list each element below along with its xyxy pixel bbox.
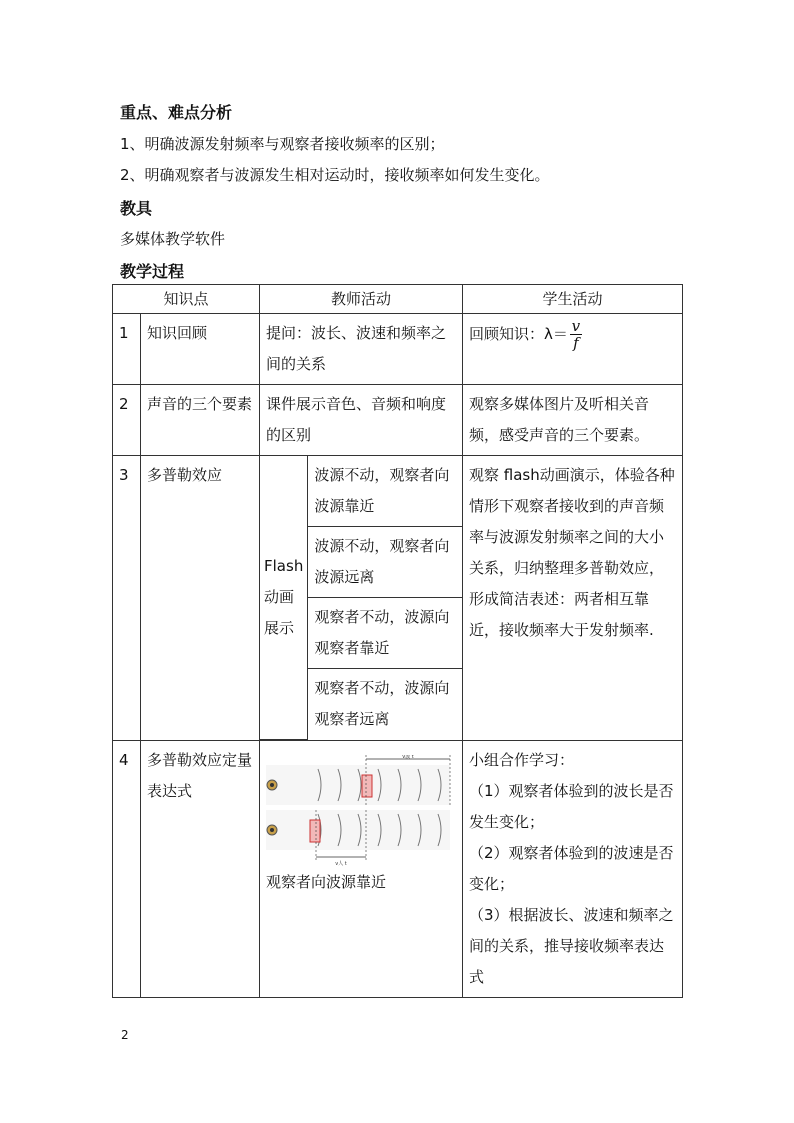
row-teacher-activity: 提问：波长、波速和频率之间的关系 bbox=[260, 314, 463, 385]
formula-prefix: 回顾知识：λ＝ bbox=[469, 325, 568, 343]
row-number: 3 bbox=[113, 456, 141, 741]
row-student-activity: 观察 flash动画演示，体验各种情形下观察者接收到的声音频率与波源发射频率之间的大小关系，归纳整理多普勒效应，形成简洁表述：两者相互靠近，接收频率大于发射频率. bbox=[463, 456, 683, 741]
fraction-denominator: f bbox=[573, 334, 579, 352]
page-number: 2 bbox=[121, 1028, 129, 1042]
row-student-activity bbox=[463, 740, 683, 997]
wave-strip-bottom bbox=[266, 810, 450, 867]
row-topic: 多普勒效应 bbox=[141, 456, 260, 741]
student-line: （1）观察者体验到的波长是否发生变化； bbox=[469, 781, 674, 831]
fraction-numerator: v bbox=[571, 317, 581, 335]
row-topic: 多普勒效应定量表达式 bbox=[141, 740, 260, 997]
flash-label: Flash动画展示 bbox=[260, 456, 308, 739]
formula-fraction bbox=[570, 318, 582, 351]
tools-text: 多媒体教学软件 bbox=[120, 230, 226, 248]
student-line: （2）观察者体验到的波速是否变化； bbox=[469, 843, 674, 893]
diagram-bottom-label: v人 t bbox=[335, 860, 347, 867]
header-student: 学生活动 bbox=[463, 285, 683, 314]
flash-case: 观察者不动，波源向观察者远离 bbox=[314, 679, 450, 728]
flash-case: 波源不动，观察者向波源远离 bbox=[308, 527, 462, 598]
diagram-top-label: v波 t bbox=[402, 754, 414, 760]
flash-case: 观察者不动，波源向观察者靠近 bbox=[308, 598, 462, 669]
flash-case: 波源不动，观察者向波源靠近 bbox=[308, 456, 462, 527]
row-student-activity: 观察多媒体图片及听相关音频，感受声音的三个要素。 bbox=[463, 385, 683, 456]
row-number: 1 bbox=[113, 314, 141, 385]
key-point-1: 1、明确波源发射频率与观察者接收频率的区别； bbox=[120, 135, 445, 153]
student-line: 小组合作学习： bbox=[469, 750, 575, 769]
teaching-process-table bbox=[112, 284, 683, 998]
heading-tools: 教具 bbox=[120, 199, 153, 218]
row-teacher-activity bbox=[260, 456, 463, 741]
header-teacher: 教师活动 bbox=[260, 285, 463, 314]
row-number: 2 bbox=[113, 385, 141, 456]
row-topic: 知识回顾 bbox=[141, 314, 260, 385]
row-teacher-activity: 课件展示音色、音频和响度的区别 bbox=[260, 385, 463, 456]
student-line: （3）根据波长、波速和频率之间的关系，推导接收频率表达式 bbox=[469, 905, 674, 986]
table-row bbox=[113, 740, 683, 997]
table-row bbox=[113, 314, 683, 385]
wave-strip-top bbox=[266, 755, 450, 805]
row-topic: 声音的三个要素 bbox=[141, 385, 260, 456]
header-knowledge: 知识点 bbox=[113, 285, 260, 314]
diagram-caption: 观察者向波源靠近 bbox=[266, 872, 387, 891]
table-header-row bbox=[113, 285, 683, 314]
row-student-activity bbox=[463, 314, 683, 385]
table-row bbox=[113, 456, 683, 741]
flash-cases-table bbox=[260, 456, 462, 740]
table-row bbox=[113, 385, 683, 456]
row-teacher-activity bbox=[260, 740, 463, 997]
heading-process: 教学过程 bbox=[120, 262, 185, 281]
key-point-2: 2、明确观察者与波源发生相对运动时，接收频率如何发生变化。 bbox=[120, 166, 550, 184]
row-number: 4 bbox=[113, 740, 141, 997]
doppler-diagram bbox=[266, 755, 452, 867]
heading-key-points: 重点、难点分析 bbox=[120, 103, 233, 122]
